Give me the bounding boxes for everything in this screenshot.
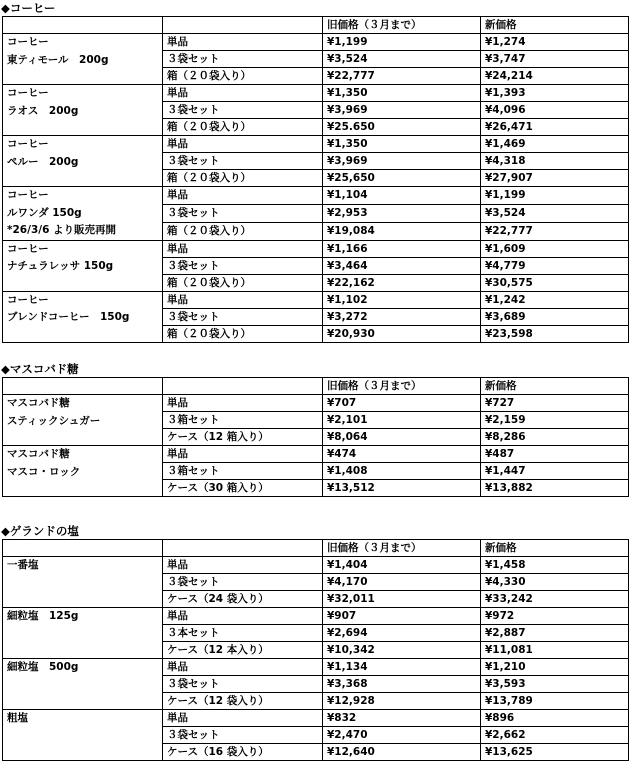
old-price-cell: ¥707 xyxy=(323,395,481,412)
old-price-cell: ¥3,969 xyxy=(323,153,481,170)
old-price-cell: ¥25.650 xyxy=(323,119,481,136)
unit-cell: 単品 xyxy=(163,291,323,308)
old-price-cell: ¥22,777 xyxy=(323,68,481,85)
price-table xyxy=(2,16,629,343)
coffee-section xyxy=(0,0,632,343)
table-row xyxy=(3,659,629,676)
unit-cell: 単品 xyxy=(163,136,323,153)
table-row xyxy=(3,85,629,102)
product-name-line: マスコバド糖 xyxy=(7,448,70,460)
header-old-price: 旧価格（３月まで） xyxy=(323,378,481,395)
product-name-line: コーヒー xyxy=(7,87,49,99)
product-name-line: ルワンダ 150g xyxy=(7,206,82,219)
old-price-cell: ¥2,470 xyxy=(323,727,481,744)
old-price-cell: ¥1,134 xyxy=(323,659,481,676)
table-row xyxy=(3,291,629,308)
table-row xyxy=(3,557,629,574)
new-price-cell: ¥11,081 xyxy=(481,642,629,659)
unit-cell: ３箱セット xyxy=(163,463,323,480)
unit-cell: 単品 xyxy=(163,395,323,412)
new-price-cell: ¥33,242 xyxy=(481,591,629,608)
price-table xyxy=(2,539,629,761)
unit-cell: ３袋セット xyxy=(163,727,323,744)
new-price-cell: ¥3,747 xyxy=(481,51,629,68)
product-name-line: マスコバド糖 xyxy=(7,397,70,409)
old-price-cell: ¥474 xyxy=(323,446,481,463)
product-name-line: ブレンドコーヒー 150g xyxy=(7,311,130,323)
table-row xyxy=(3,395,629,412)
new-price-cell: ¥1,469 xyxy=(481,136,629,153)
product-name-line: 一番塩 xyxy=(7,559,39,571)
new-price-cell: ¥487 xyxy=(481,446,629,463)
old-price-cell: ¥22,162 xyxy=(323,274,481,291)
product-name-line: 細粒塩 125g xyxy=(7,610,79,622)
old-price-cell: ¥3,368 xyxy=(323,676,481,693)
old-price-cell: ¥19,084 xyxy=(323,222,481,240)
header-new-price: 新価格 xyxy=(481,540,629,557)
header-row xyxy=(3,17,629,34)
unit-cell: ３袋セット xyxy=(163,257,323,274)
table-row xyxy=(3,240,629,257)
old-price-cell: ¥1,199 xyxy=(323,34,481,51)
new-price-cell: ¥13,882 xyxy=(481,480,629,497)
product-name-cell xyxy=(3,136,163,187)
unit-cell: 箱（２０袋入り） xyxy=(163,274,323,291)
header-old-price: 旧価格（３月まで） xyxy=(323,17,481,34)
unit-cell: 単品 xyxy=(163,240,323,257)
product-name-cell xyxy=(3,240,163,291)
unit-cell: ３袋セット xyxy=(163,51,323,68)
product-name-line: 粗塩 xyxy=(7,712,28,724)
table-row xyxy=(3,446,629,463)
product-name-line: コーヒー xyxy=(7,293,49,306)
new-price-cell: ¥2,887 xyxy=(481,625,629,642)
old-price-cell: ¥2,101 xyxy=(323,412,481,429)
new-price-cell: ¥24,214 xyxy=(481,68,629,85)
section-title: ◆コーヒー xyxy=(1,1,56,15)
header-new-price: 新価格 xyxy=(481,17,629,34)
new-price-cell: ¥4,779 xyxy=(481,257,629,274)
old-price-cell: ¥32,011 xyxy=(323,591,481,608)
new-price-cell: ¥1,210 xyxy=(481,659,629,676)
old-price-cell: ¥3,524 xyxy=(323,51,481,68)
new-price-cell: ¥13,625 xyxy=(481,744,629,761)
product-name-cell xyxy=(3,659,163,710)
new-price-cell: ¥1,242 xyxy=(481,291,629,308)
table-row xyxy=(3,710,629,727)
unit-cell: ケース（12 袋入り） xyxy=(163,693,323,710)
product-name-cell xyxy=(3,557,163,608)
new-price-cell: ¥8,286 xyxy=(481,429,629,446)
old-price-cell: ¥10,342 xyxy=(323,642,481,659)
unit-cell: ３袋セット xyxy=(163,676,323,693)
product-name-cell xyxy=(3,187,163,241)
unit-cell: ３本セット xyxy=(163,625,323,642)
new-price-cell: ¥3,593 xyxy=(481,676,629,693)
table-row xyxy=(3,34,629,51)
unit-cell: 単品 xyxy=(163,187,323,205)
section-title: ◆ゲランドの塩 xyxy=(1,524,79,538)
price-table xyxy=(2,377,629,497)
new-price-cell: ¥2,662 xyxy=(481,727,629,744)
old-price-cell: ¥20,930 xyxy=(323,325,481,342)
header-blank-name xyxy=(3,540,163,557)
unit-cell: 単品 xyxy=(163,659,323,676)
new-price-cell: ¥3,524 xyxy=(481,204,629,222)
unit-cell: 箱（２０袋入り） xyxy=(163,222,323,240)
new-price-cell: ¥1,199 xyxy=(481,187,629,205)
product-name-line: コーヒー xyxy=(7,138,49,150)
product-name-line: コーヒー xyxy=(7,36,49,48)
product-name-cell xyxy=(3,446,163,497)
old-price-cell: ¥8,064 xyxy=(323,429,481,446)
new-price-cell: ¥2,159 xyxy=(481,412,629,429)
unit-cell: ３袋セット xyxy=(163,153,323,170)
product-name-cell xyxy=(3,291,163,342)
old-price-cell: ¥1,104 xyxy=(323,187,481,205)
old-price-cell: ¥1,166 xyxy=(323,240,481,257)
new-price-cell: ¥13,789 xyxy=(481,693,629,710)
product-name-line: スティックシュガー xyxy=(7,414,101,427)
unit-cell: 単品 xyxy=(163,710,323,727)
new-price-cell: ¥27,907 xyxy=(481,170,629,187)
new-price-cell: ¥972 xyxy=(481,608,629,625)
header-blank-unit xyxy=(163,378,323,395)
new-price-cell: ¥23,598 xyxy=(481,325,629,342)
product-name-line: コーヒー xyxy=(7,189,49,201)
unit-cell: ケース（12 本入り） xyxy=(163,642,323,659)
old-price-cell: ¥12,928 xyxy=(323,693,481,710)
old-price-cell: ¥1,408 xyxy=(323,463,481,480)
new-price-cell: ¥4,330 xyxy=(481,574,629,591)
unit-cell: ケース（16 袋入り） xyxy=(163,744,323,761)
unit-cell: 単品 xyxy=(163,608,323,625)
product-name-line: *26/3/6 より販売再開 xyxy=(7,224,117,236)
header-old-price: 旧価格（３月まで） xyxy=(323,540,481,557)
new-price-cell: ¥727 xyxy=(481,395,629,412)
header-blank-unit xyxy=(163,540,323,557)
unit-cell: 単品 xyxy=(163,85,323,102)
table-row xyxy=(3,187,629,205)
salt-section xyxy=(0,523,632,761)
new-price-cell: ¥1,609 xyxy=(481,240,629,257)
header-blank-name xyxy=(3,17,163,34)
unit-cell: ３袋セット xyxy=(163,308,323,325)
section-title: ◆マスコバド糖 xyxy=(1,362,79,376)
new-price-cell: ¥4,096 xyxy=(481,102,629,119)
old-price-cell: ¥907 xyxy=(323,608,481,625)
old-price-cell: ¥1,350 xyxy=(323,85,481,102)
new-price-cell: ¥26,471 xyxy=(481,119,629,136)
new-price-cell: ¥3,689 xyxy=(481,308,629,325)
unit-cell: ３袋セット xyxy=(163,102,323,119)
unit-cell: 単品 xyxy=(163,34,323,51)
old-price-cell: ¥13,512 xyxy=(323,480,481,497)
header-new-price: 新価格 xyxy=(481,378,629,395)
product-name-cell xyxy=(3,85,163,136)
new-price-cell: ¥30,575 xyxy=(481,274,629,291)
new-price-cell: ¥1,274 xyxy=(481,34,629,51)
header-row xyxy=(3,378,629,395)
product-name-line: 東ティモール 200g xyxy=(7,53,109,66)
new-price-cell: ¥1,458 xyxy=(481,557,629,574)
old-price-cell: ¥2,953 xyxy=(323,204,481,222)
unit-cell: ３箱セット xyxy=(163,412,323,429)
product-name-cell xyxy=(3,710,163,761)
product-name-cell xyxy=(3,34,163,85)
product-name-line: ラオス 200g xyxy=(7,104,79,117)
old-price-cell: ¥1,404 xyxy=(323,557,481,574)
old-price-cell: ¥1,350 xyxy=(323,136,481,153)
header-blank-unit xyxy=(163,17,323,34)
unit-cell: ケース（30 箱入り） xyxy=(163,480,323,497)
new-price-cell: ¥1,393 xyxy=(481,85,629,102)
unit-cell: 箱（２０袋入り） xyxy=(163,170,323,187)
old-price-cell: ¥2,694 xyxy=(323,625,481,642)
header-row xyxy=(3,540,629,557)
product-name-line: 細粒塩 500g xyxy=(7,661,79,673)
unit-cell: ３袋セット xyxy=(163,204,323,222)
product-name-cell xyxy=(3,395,163,446)
sugar-section xyxy=(0,361,632,497)
old-price-cell: ¥3,969 xyxy=(323,102,481,119)
product-name-line: マスコ・ロック xyxy=(7,465,81,478)
product-name-cell xyxy=(3,608,163,659)
unit-cell: 箱（２０袋入り） xyxy=(163,68,323,85)
unit-cell: 単品 xyxy=(163,557,323,574)
product-name-line: ナチュラレッサ 150g xyxy=(7,260,114,272)
new-price-cell: ¥22,777 xyxy=(481,222,629,240)
unit-cell: 単品 xyxy=(163,446,323,463)
new-price-cell: ¥1,447 xyxy=(481,463,629,480)
unit-cell: ケース（12 箱入り） xyxy=(163,429,323,446)
old-price-cell: ¥12,640 xyxy=(323,744,481,761)
old-price-cell: ¥4,170 xyxy=(323,574,481,591)
new-price-cell: ¥4,318 xyxy=(481,153,629,170)
old-price-cell: ¥1,102 xyxy=(323,291,481,308)
old-price-cell: ¥832 xyxy=(323,710,481,727)
table-row xyxy=(3,608,629,625)
table-row xyxy=(3,136,629,153)
unit-cell: ケース（24 袋入り） xyxy=(163,591,323,608)
unit-cell: ３袋セット xyxy=(163,574,323,591)
product-name-line: ペルー 200g xyxy=(7,155,79,168)
old-price-cell: ¥3,464 xyxy=(323,257,481,274)
old-price-cell: ¥25,650 xyxy=(323,170,481,187)
old-price-cell: ¥3,272 xyxy=(323,308,481,325)
new-price-cell: ¥896 xyxy=(481,710,629,727)
unit-cell: 箱（２０袋入り） xyxy=(163,325,323,342)
unit-cell: 箱（２０袋入り） xyxy=(163,119,323,136)
header-blank-name xyxy=(3,378,163,395)
product-name-line: コーヒー xyxy=(7,242,49,255)
